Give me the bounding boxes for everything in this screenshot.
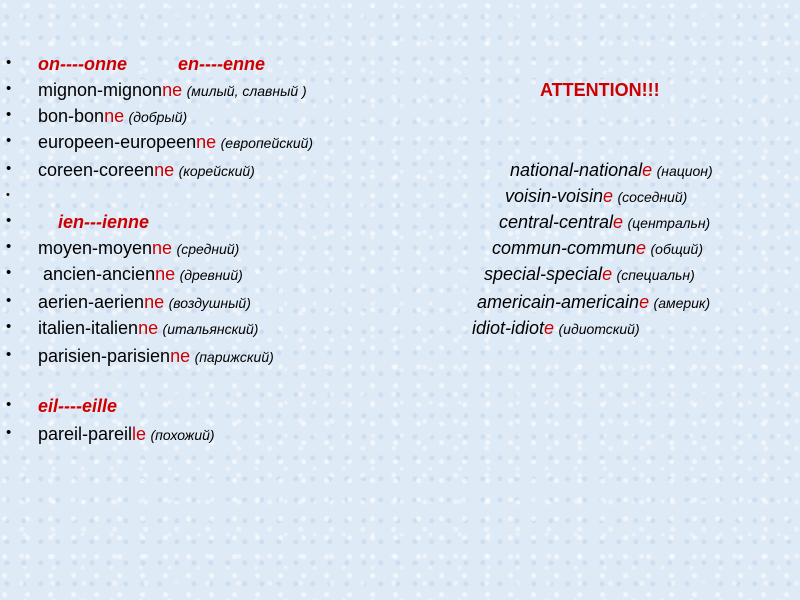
word-ending: e: [636, 238, 647, 258]
translation: (европейский): [220, 135, 314, 151]
translation: (древний): [179, 267, 243, 283]
list-item: [0, 424, 800, 450]
bullet: •: [6, 318, 12, 335]
word-pair: [38, 318, 258, 339]
translation: (идиотский): [558, 321, 640, 337]
word-pair: [38, 346, 274, 367]
word-stem: moyen-moyen: [38, 238, 153, 258]
list-item: [0, 346, 800, 372]
word-ending: ne: [196, 132, 217, 152]
translation: (похожий): [150, 427, 215, 443]
translation: (центральн): [627, 215, 711, 231]
translation: (соседний): [617, 189, 688, 205]
attention-heading: ATTENTION!!!: [540, 80, 660, 100]
rule-heading-on: on----onne: [38, 54, 127, 74]
word-stem: ancien-ancien: [43, 264, 156, 284]
word-stem: italien-italien: [38, 318, 139, 338]
word-ending: ne: [155, 264, 176, 284]
translation: (общий): [650, 241, 703, 257]
word-stem: national-national: [510, 160, 643, 180]
rule-heading-en: en----enne: [178, 54, 265, 74]
list-item: [0, 160, 800, 186]
word-pair-adjective: [499, 212, 710, 233]
bullet: •: [6, 424, 12, 441]
word-stem: voisin-voisin: [505, 186, 604, 206]
word-stem: central-central: [499, 212, 614, 232]
word-ending: e: [602, 264, 613, 284]
word-stem: pareil-pareil: [38, 424, 133, 444]
bullet: •: [6, 80, 12, 97]
rule-row-eil: [0, 396, 800, 422]
bullet: •: [6, 264, 12, 281]
word-pair: [38, 238, 239, 259]
word-pair: [38, 132, 313, 153]
word-pair: [38, 106, 187, 127]
word-pair-adjective: [477, 292, 710, 313]
bullet: •: [6, 396, 12, 413]
translation: (воздушный): [168, 295, 251, 311]
word-stem: mignon-mignon: [38, 80, 163, 100]
word-pair: [38, 80, 307, 101]
word-pair-adjective: [510, 160, 713, 181]
bullet: •: [6, 189, 10, 201]
word-ending: le: [132, 424, 147, 444]
word-stem: special-special: [484, 264, 603, 284]
word-ending: ne: [170, 346, 191, 366]
word-pair-adjective: [484, 264, 695, 285]
word-pair: [38, 424, 215, 445]
list-item: [0, 132, 800, 158]
bullet: •: [6, 346, 12, 363]
bullet: •: [6, 106, 12, 123]
word-ending: e: [544, 318, 555, 338]
translation: (средний): [176, 241, 240, 257]
translation: (добрый): [128, 109, 188, 125]
bullet: •: [6, 292, 12, 309]
translation: (корейский): [178, 163, 255, 179]
bullet: •: [6, 132, 12, 149]
word-ending: e: [642, 160, 653, 180]
word-pair: [38, 292, 251, 313]
translation: (итальянский): [162, 321, 259, 337]
word-ending: ne: [152, 238, 173, 258]
list-item: [0, 80, 800, 106]
word-stem: americain-americain: [477, 292, 640, 312]
list-item: [0, 264, 800, 290]
rule-row-on-en: [0, 54, 800, 80]
word-ending: e: [603, 186, 614, 206]
word-stem: parisien-parisien: [38, 346, 171, 366]
word-stem: commun-commun: [492, 238, 637, 258]
word-ending: ne: [144, 292, 165, 312]
word-stem: europeen-europeen: [38, 132, 197, 152]
translation: (милый, славный ): [186, 83, 307, 99]
translation: (парижский): [194, 349, 274, 365]
list-item: [0, 212, 800, 238]
list-item: [0, 106, 800, 132]
list-item: [0, 292, 800, 318]
bullet: •: [6, 160, 12, 177]
bullet: •: [6, 212, 12, 229]
word-stem: bon-bon: [38, 106, 105, 126]
word-ending: ne: [154, 160, 175, 180]
rule-heading-eil: eil----eille: [38, 396, 118, 416]
word-pair-adjective: [472, 318, 640, 339]
word-ending: ne: [162, 80, 183, 100]
list-item: [0, 238, 800, 264]
word-pair-adjective: [505, 186, 687, 207]
list-item: [0, 186, 800, 212]
translation: (национ): [656, 163, 713, 179]
list-item: [0, 318, 800, 344]
word-ending: e: [639, 292, 650, 312]
word-pair: [43, 264, 243, 285]
bullet: •: [6, 238, 12, 255]
rule-heading-ien: ien---ienne: [58, 212, 150, 232]
word-ending: ne: [104, 106, 125, 126]
word-pair-adjective: [492, 238, 703, 259]
word-ending: ne: [138, 318, 159, 338]
word-pair: [38, 160, 255, 181]
translation: (америк): [653, 295, 711, 311]
word-stem: idiot-idiot: [472, 318, 545, 338]
translation: (специальн): [616, 267, 695, 283]
bullet: •: [6, 54, 12, 71]
word-stem: coreen-coreen: [38, 160, 155, 180]
word-stem: aerien-aerien: [38, 292, 145, 312]
word-ending: e: [613, 212, 624, 232]
